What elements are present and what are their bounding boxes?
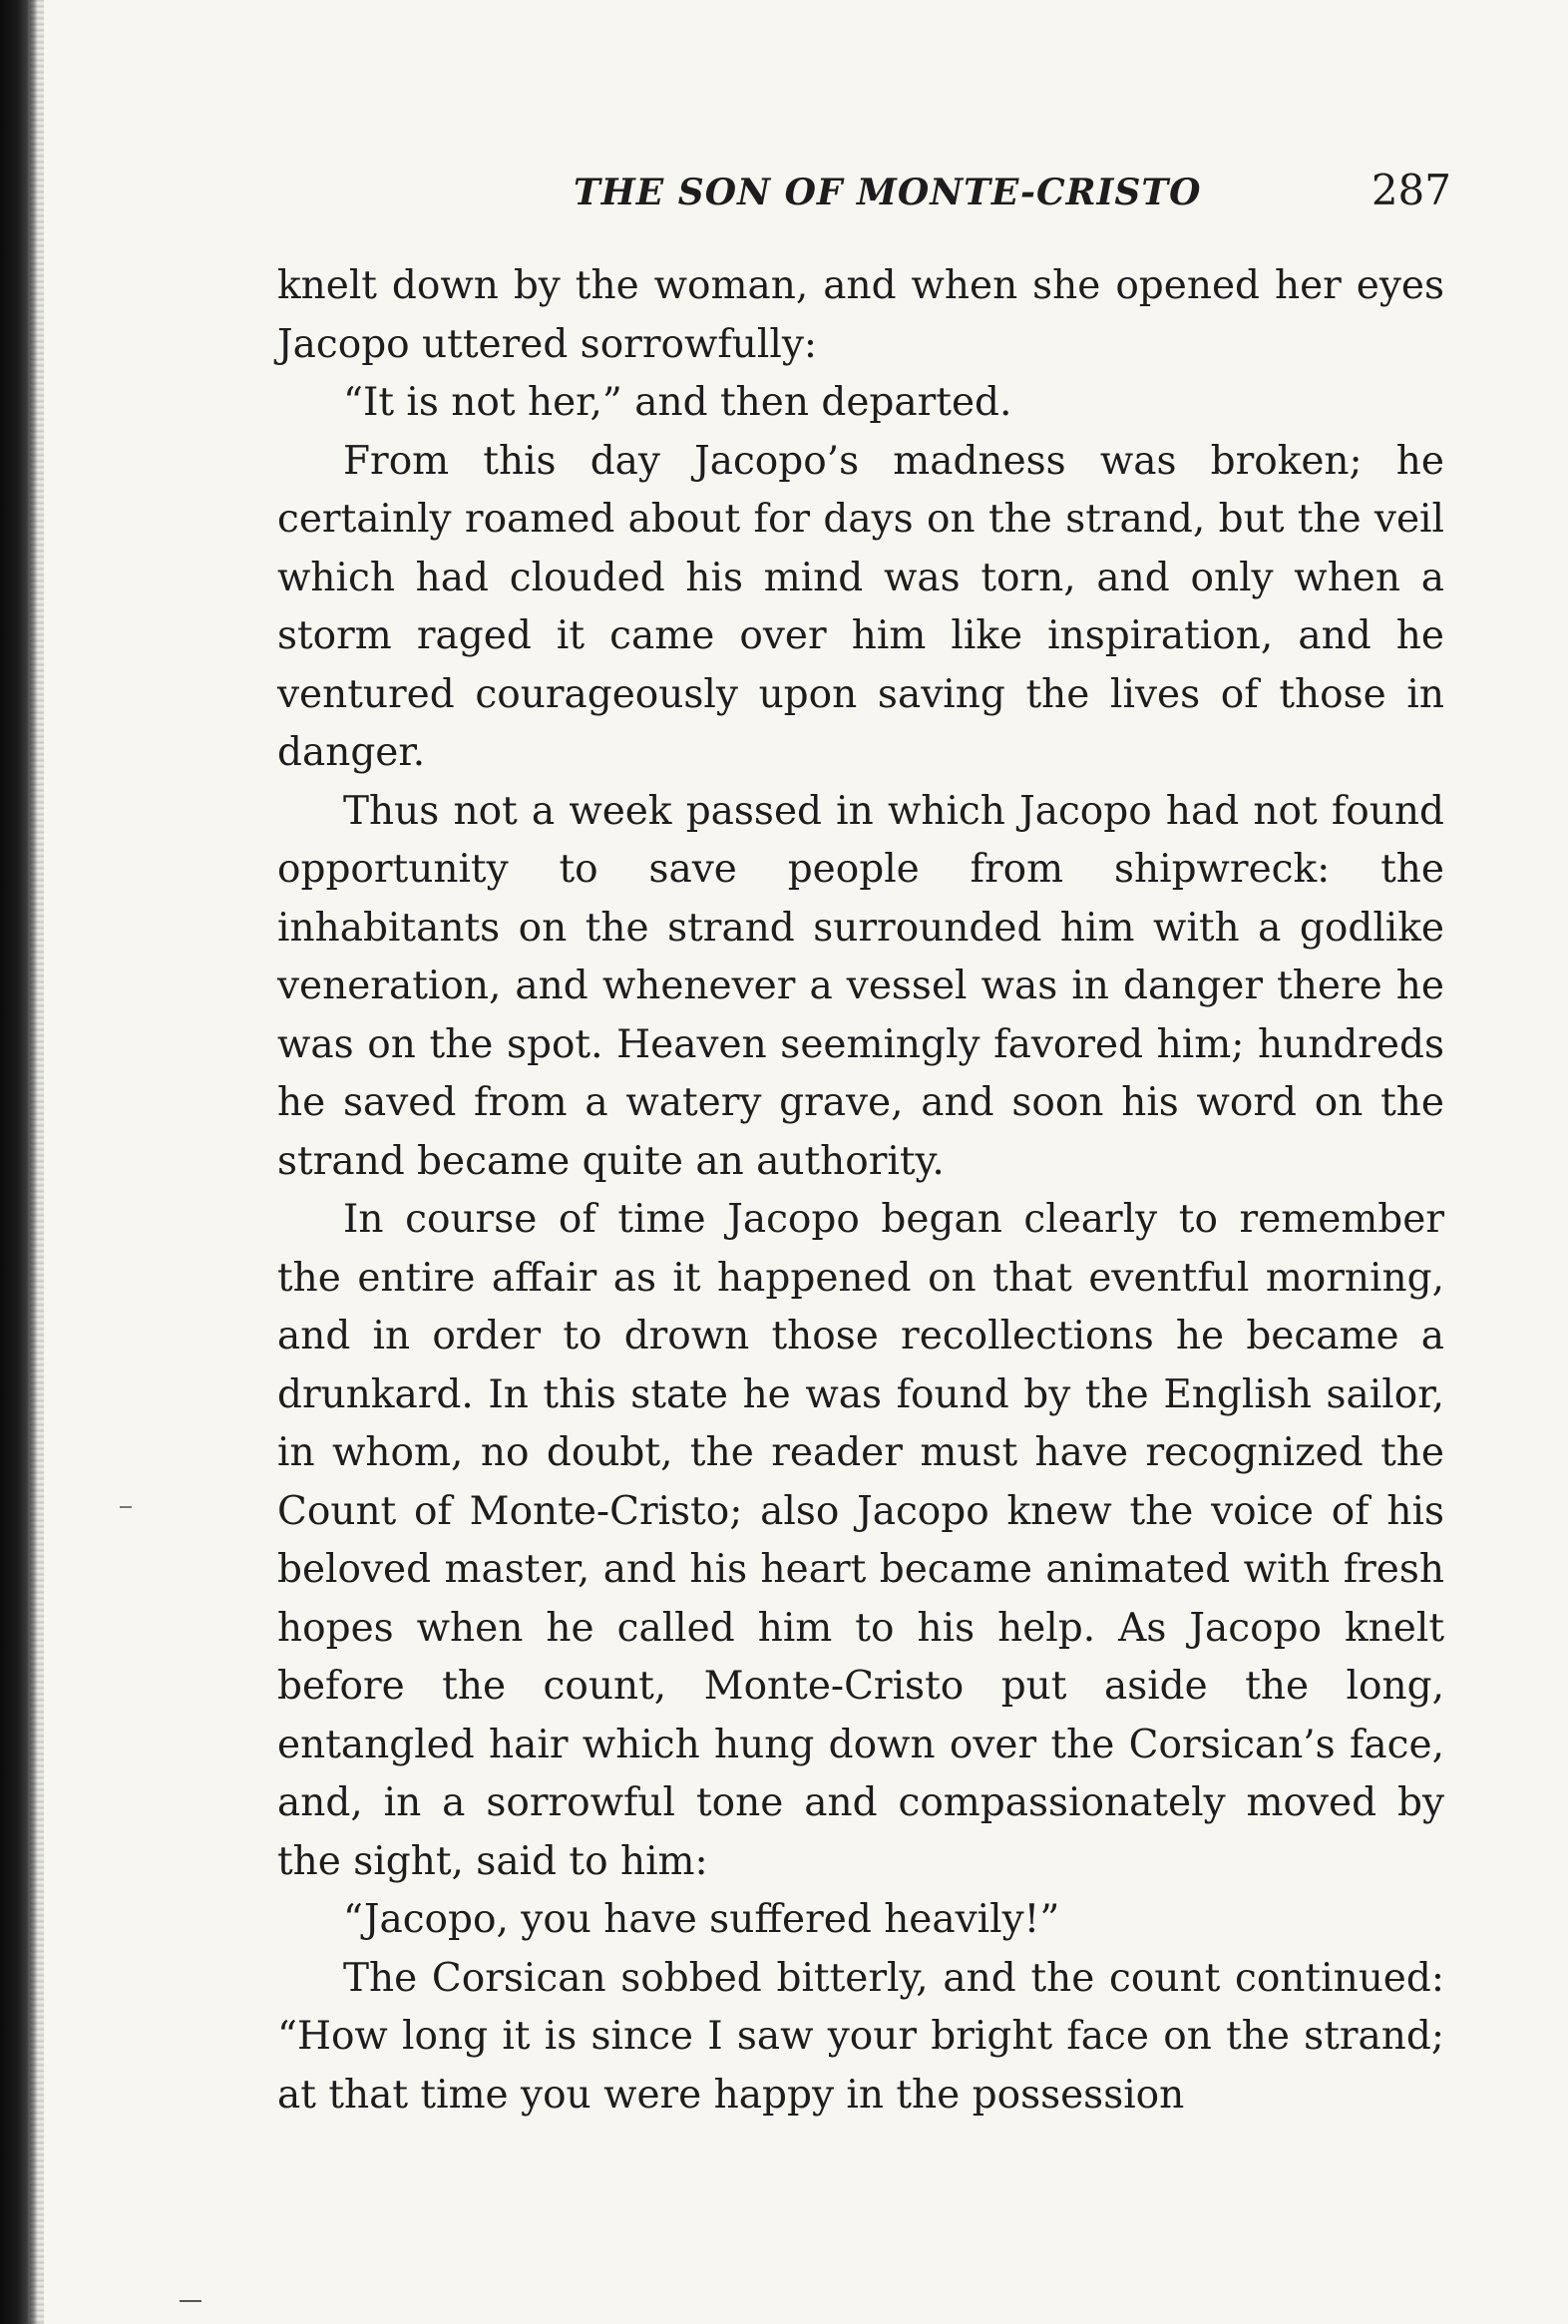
spine-edge-texture bbox=[30, 0, 44, 2324]
page-header bbox=[274, 166, 1451, 231]
paragraph-4: Thus not a week passed in which Jacopo had not found opportunity to save people from shipwreck: the inhabitants on the strand surrounded him with a godlike veneration, and whenever a vessel was in danger there he was on the spot. Heaven seemingly favored him; hundreds he saved from a watery grave, and soon his word on the strand became quite an authority. bbox=[277, 788, 1444, 1184]
paragraph-7: The Corsican sobbed bitterly, and the count continued: “How long it is since I saw your bright face on the strand; at that time you were happy in the possession bbox=[277, 1955, 1444, 2118]
margin-mark bbox=[120, 1506, 132, 1508]
paragraph-5: In course of time Jacopo began clearly to remember the entire affair as it happened on that eventful morning, and in order to drown those recollections he became a drunkard. In this state he was found by the English sailor, in whom, no doubt, the reader must have recognized the Count of Monte-Cristo; also Jacopo knew the voice of his beloved master, and his heart became animated with fresh hopes when he called him to his help. As Jacopo knelt before the count, Monte-Cristo put aside the long, entangled hair which hung down over the Corsican’s face, and, in a sorrowful tone and compassionately moved by the sight, said to him: bbox=[277, 1197, 1444, 1884]
bottom-margin-mark bbox=[180, 2300, 201, 2302]
body-text bbox=[277, 257, 1444, 2125]
page-number: 287 bbox=[1371, 166, 1451, 214]
running-title: THE SON OF MONTE-CRISTO bbox=[574, 172, 1202, 213]
paragraph-3: From this day Jacopo’s madness was broken; he certainly roamed about for days on the strand, but the veil which had clouded his mind was torn, and only when a storm raged it came over him like inspiration, and he ventured courageously upon saving the lives of those in danger. bbox=[277, 438, 1444, 775]
paragraph-2: “It is not her,” and then departed. bbox=[343, 380, 1012, 425]
paragraph-1: knelt down by the woman, and when she opened her eyes Jacopo uttered sorrowfully: bbox=[277, 263, 1444, 367]
paragraph-6: “Jacopo, you have suffered heavily!” bbox=[343, 1897, 1060, 1942]
